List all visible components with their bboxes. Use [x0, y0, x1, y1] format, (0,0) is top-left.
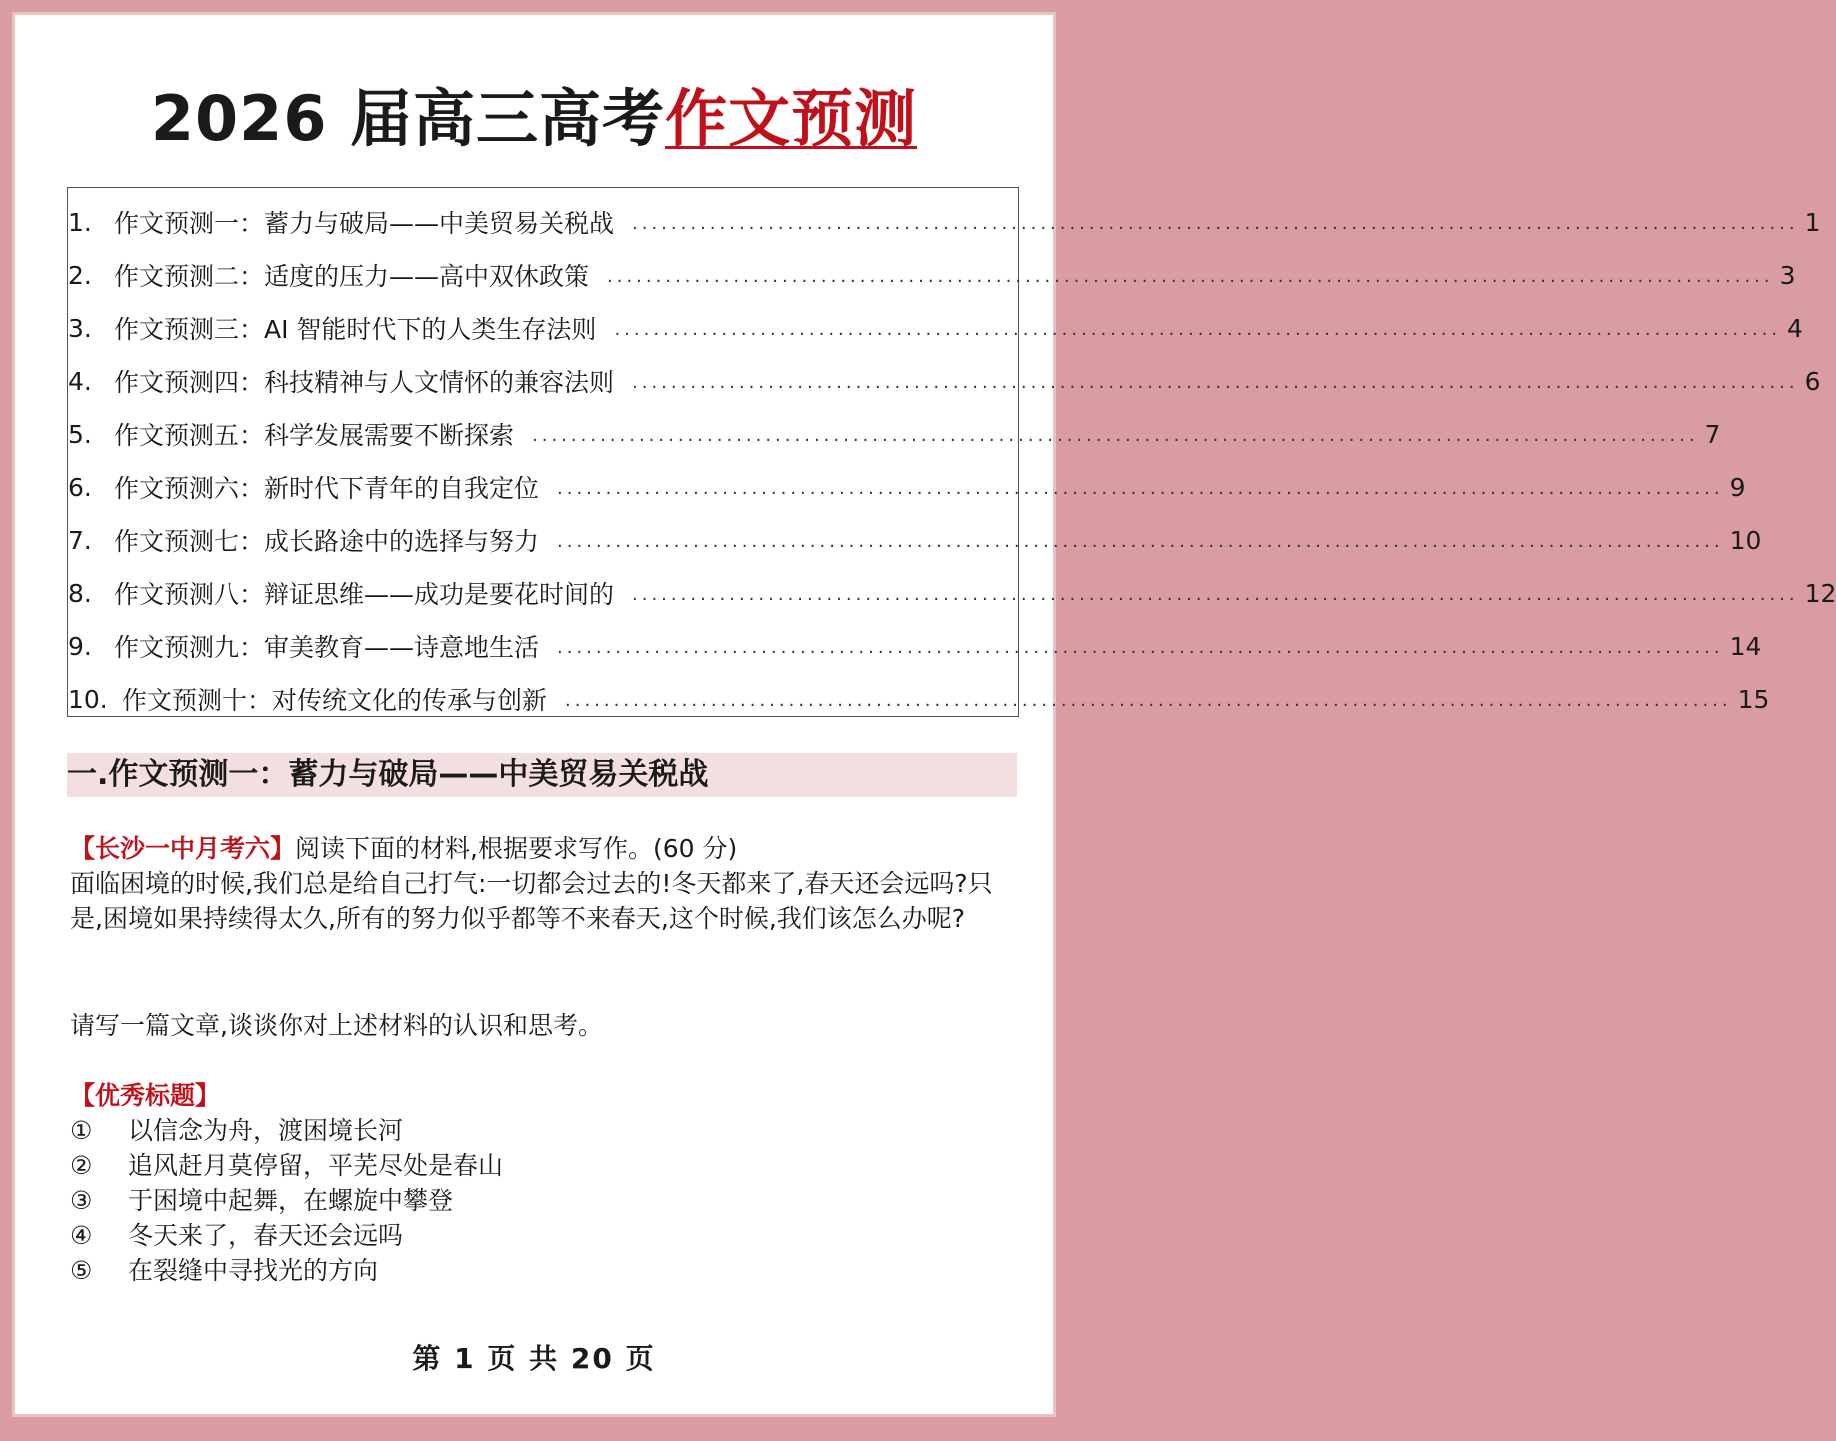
toc-title: 作文预测九：审美教育——诗意地生活 [114, 633, 540, 662]
toc-leader-dots: ........................................................................................................................ [532, 425, 1699, 446]
titles-list [70, 1113, 1020, 1288]
toc-number: 9. [68, 631, 92, 661]
toc-number: 10. [68, 684, 108, 714]
list-item [70, 1253, 1020, 1288]
toc-title: 作文预测三：AI 智能时代下的人类生存法则 [114, 315, 597, 344]
toc-title: 作文预测八：辩证思维——成功是要花时间的 [114, 580, 615, 609]
titles-tag: 【优秀标题】 [70, 1081, 221, 1110]
list-marker: ③ [70, 1186, 93, 1215]
toc-page-number: 3 [1779, 260, 1796, 290]
toc-page-number: 15 [1737, 684, 1770, 714]
page-footer: 第 1 页 共 20 页 [412, 1342, 656, 1375]
task-text: 请写一篇文章,谈谈你对上述材料的认识和思考。 [70, 1011, 603, 1040]
list-marker: ① [70, 1116, 93, 1145]
toc-number: 3. [68, 313, 92, 343]
toc-leader-dots: ........................................................................................................................ [565, 690, 1732, 711]
table-of-contents [67, 187, 1836, 717]
toc-leader-dots: ........................................................................................................................ [557, 637, 1724, 658]
page-title [15, 79, 1053, 159]
title-highlight: 作文预测 [665, 82, 918, 155]
toc-page-number: 14 [1729, 631, 1762, 661]
material-block [70, 831, 1020, 936]
titles-block [70, 1078, 1020, 1288]
list-marker: ② [70, 1151, 93, 1180]
toc-page-number: 9 [1729, 472, 1746, 502]
toc-leader-dots: ........................................................................................................................ [632, 584, 1799, 605]
toc-leader-dots: ........................................................................................................................ [607, 266, 1774, 287]
toc-title: 作文预测六：新时代下青年的自我定位 [114, 474, 540, 503]
toc-number: 1. [68, 207, 92, 237]
list-text: 在裂缝中寻找光的方向 [128, 1256, 379, 1285]
toc-entry[interactable] [68, 414, 1721, 454]
toc-number: 5. [68, 419, 92, 449]
toc-entry[interactable] [68, 255, 1796, 295]
toc-title: 作文预测五：科学发展需要不断探索 [114, 421, 515, 450]
toc-leader-dots: ........................................................................................................................ [557, 478, 1724, 499]
toc-page-number: 6 [1804, 366, 1821, 396]
toc-number: 6. [68, 472, 92, 502]
list-item [70, 1183, 1020, 1218]
toc-entry[interactable] [68, 361, 1821, 401]
toc-entry[interactable] [68, 679, 1770, 719]
toc-entry[interactable] [68, 520, 1762, 560]
toc-entry[interactable] [68, 467, 1746, 507]
toc-page-number: 12 [1804, 578, 1836, 608]
toc-leader-dots: ........................................................................................................................ [557, 531, 1724, 552]
toc-page-number: 10 [1729, 525, 1762, 555]
title-main: 2026 届高三高考 [150, 82, 666, 155]
list-item [70, 1218, 1020, 1253]
list-text: 追风赶月莫停留，平芜尽处是春山 [128, 1151, 504, 1180]
list-text: 冬天来了，春天还会远吗 [128, 1221, 404, 1250]
toc-entry[interactable] [68, 573, 1836, 613]
toc-number: 8. [68, 578, 92, 608]
list-text: 以信念为舟，渡困境长河 [128, 1116, 404, 1145]
toc-number: 7. [68, 525, 92, 555]
toc-page-number: 1 [1804, 207, 1821, 237]
document-page [12, 12, 1836, 1417]
toc-title: 作文预测二：适度的压力——高中双休政策 [114, 262, 590, 291]
toc-entry[interactable] [68, 202, 1821, 242]
list-marker: ⑤ [70, 1256, 93, 1285]
list-text: 于困境中起舞，在螺旋中攀登 [128, 1186, 454, 1215]
toc-entry[interactable] [68, 626, 1762, 666]
toc-leader-dots: ........................................................................................................................ [632, 372, 1799, 393]
list-marker: ④ [70, 1221, 93, 1250]
toc-leader-dots: ........................................................................................................................ [632, 213, 1799, 234]
toc-title: 作文预测四：科技精神与人文情怀的兼容法则 [114, 368, 615, 397]
list-item [70, 1113, 1020, 1148]
material-text: 面临困境的时候,我们总是给自己打气:一切都会过去的!冬天都来了,春天还会远吗?只是,困境如果持续得太久,所有的努力似乎都等不来春天,这个时候,我们该怎么办呢? [70, 869, 993, 933]
toc-title: 作文预测一：蓄力与破局——中美贸易关税战 [114, 209, 615, 238]
toc-entry[interactable] [68, 308, 1803, 348]
toc-number: 4. [68, 366, 92, 396]
toc-title: 作文预测七：成长路途中的选择与努力 [114, 527, 540, 556]
prompt-line: 阅读下面的材料,根据要求写作。(60 分) [295, 834, 738, 863]
toc-title: 作文预测十：对传统文化的传承与创新 [122, 686, 548, 715]
toc-leader-dots: ........................................................................................................................ [614, 319, 1782, 340]
section-heading: 一.作文预测一：蓄力与破局——中美贸易关税战 [67, 753, 1017, 797]
toc-page-number: 7 [1704, 419, 1721, 449]
source-tag: 【长沙一中月考六】 [70, 834, 296, 863]
toc-page-number: 4 [1787, 313, 1803, 343]
toc-number: 2. [68, 260, 92, 290]
list-item [70, 1148, 1020, 1183]
